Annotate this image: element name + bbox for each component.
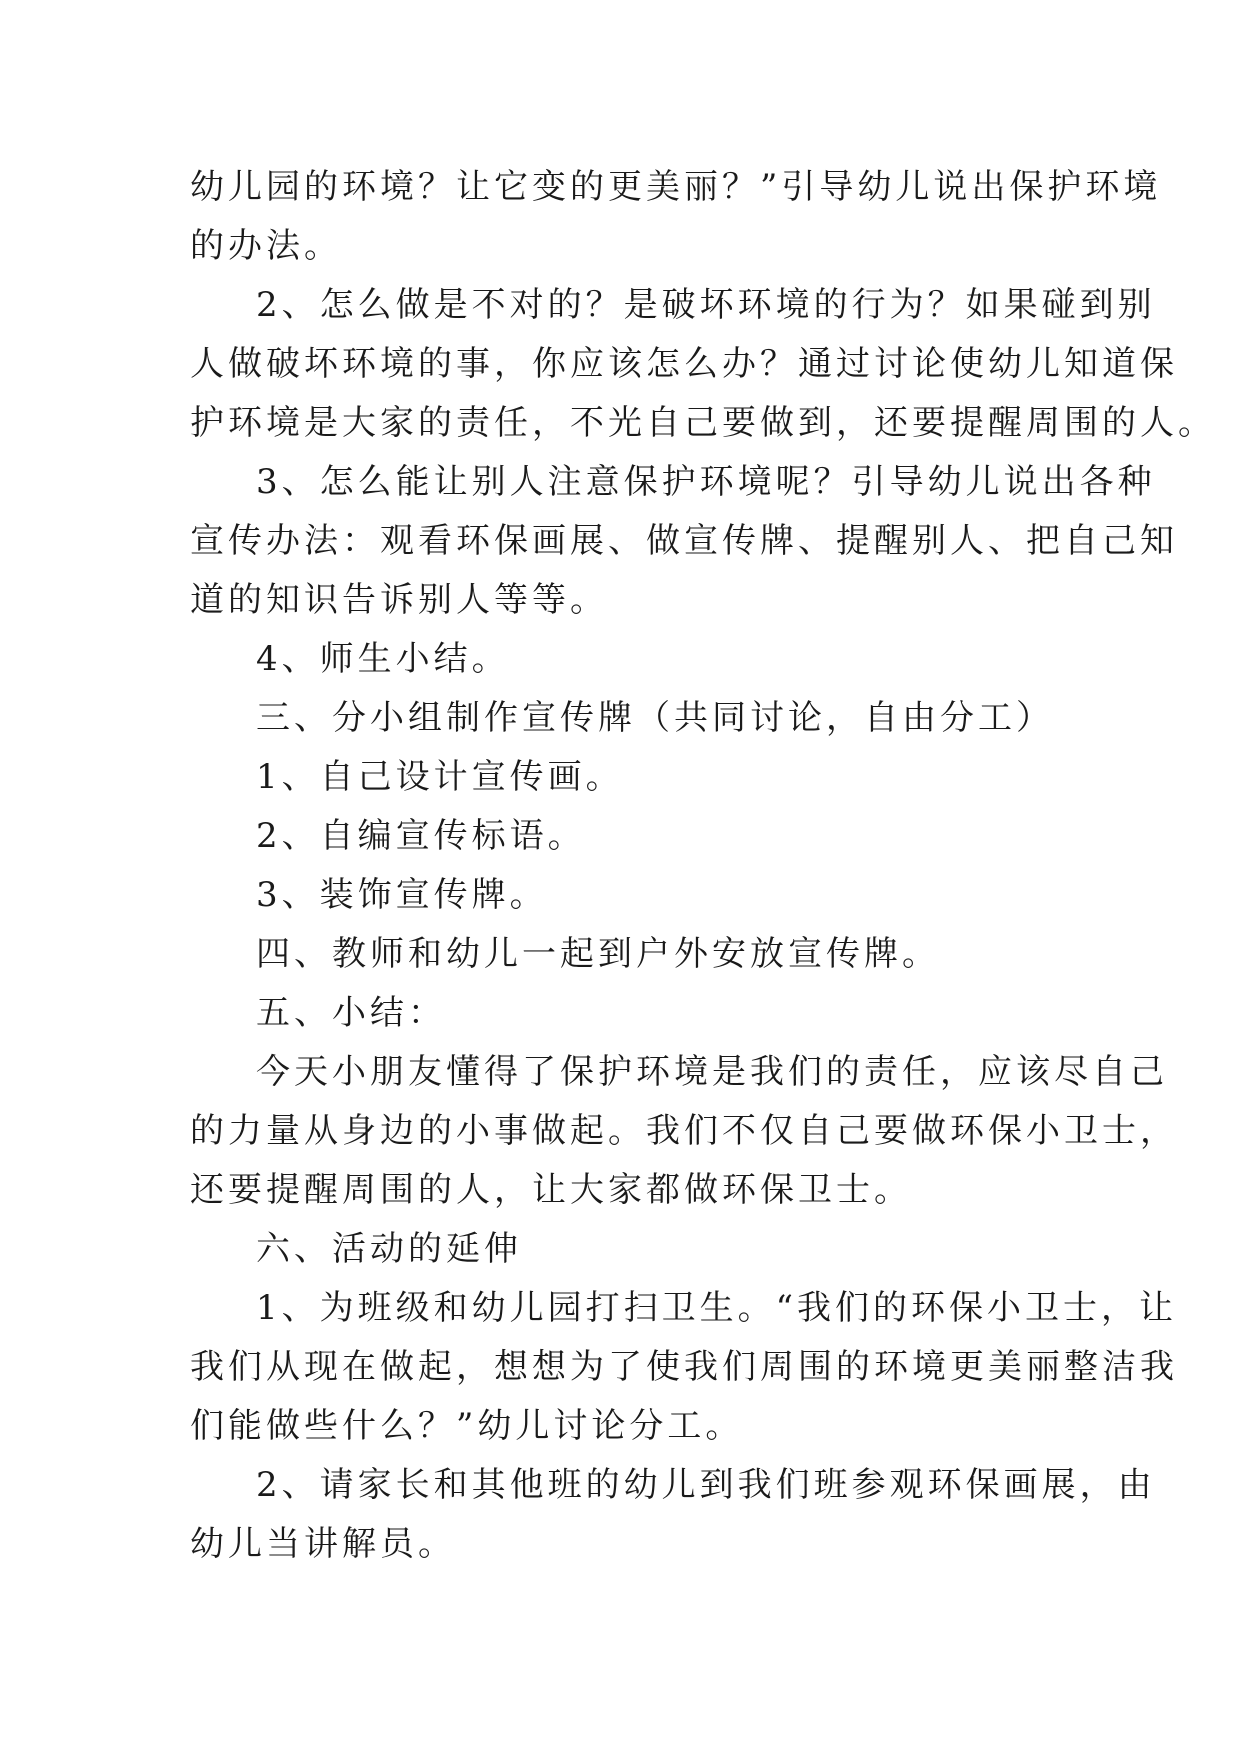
body-line: 3、怎么能让别人注意保护环境呢？引导幼儿说出各种 [256, 462, 1156, 502]
body-line: 4、师生小结。 [256, 639, 510, 679]
body-line: 2、怎么做是不对的？是破坏环境的行为？如果碰到别 [256, 285, 1156, 325]
section-heading: 四、教师和幼儿一起到户外安放宣传牌。 [256, 934, 940, 974]
body-line: 今天小朋友懂得了保护环境是我们的责任，应该尽自己 [256, 1052, 1168, 1092]
body-line: 幼儿园的环境？让它变的更美丽？”引导幼儿说出保护环境 [190, 167, 1162, 207]
body-line: 的力量从身边的小事做起。我们不仅自己要做环保小卫士， [190, 1111, 1178, 1151]
body-line: 幼儿当讲解员。 [190, 1524, 456, 1564]
body-line: 2、请家长和其他班的幼儿到我们班参观环保画展，由 [256, 1465, 1156, 1505]
body-line: 还要提醒周围的人，让大家都做环保卫士。 [190, 1170, 912, 1210]
body-line: 的办法。 [190, 226, 342, 266]
body-line: 宣传办法：观看环保画展、做宣传牌、提醒别人、把自己知 [190, 521, 1178, 561]
section-heading: 六、活动的延伸 [256, 1229, 522, 1269]
body-line: 人做破坏环境的事，你应该怎么办？通过讨论使幼儿知道保 [190, 344, 1178, 384]
body-line: 1、为班级和幼儿园打扫卫生。“我们的环保小卫士，让 [256, 1288, 1178, 1328]
body-line: 道的知识告诉别人等等。 [190, 580, 608, 620]
document-body [190, 158, 1216, 1574]
body-line: 1、自己设计宣传画。 [256, 757, 624, 797]
body-line: 2、自编宣传标语。 [256, 816, 586, 856]
section-heading: 三、分小组制作宣传牌（共同讨论，自由分工） [256, 698, 1054, 738]
section-heading: 五、小结： [256, 993, 446, 1033]
body-line: 3、装饰宣传牌。 [256, 875, 548, 915]
body-line: 我们从现在做起，想想为了使我们周围的环境更美丽整洁我 [190, 1347, 1178, 1387]
body-line: 护环境是大家的责任，不光自己要做到，还要提醒周围的人。 [190, 403, 1216, 443]
body-line: 们能做些什么？”幼儿讨论分工。 [190, 1406, 744, 1446]
